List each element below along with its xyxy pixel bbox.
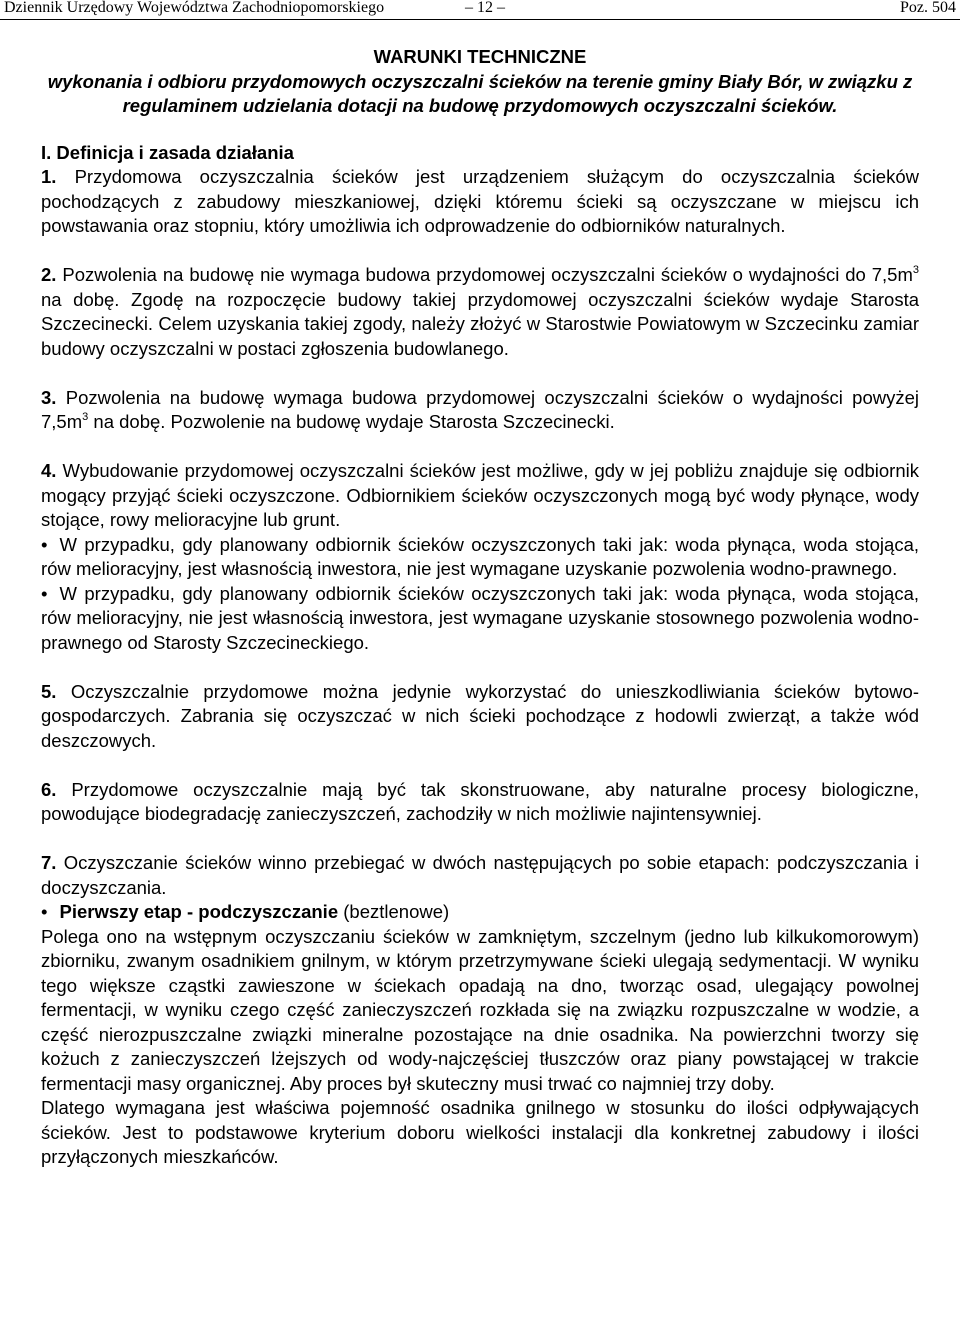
title-subtitle: wykonania i odbioru przydomowych oczyszczalni ścieków na terenie gminy Biały Bór, w związku z regulaminem udzielania dotacji na budowę przydomowych oczyszczalni ścieków.	[47, 70, 913, 116]
paragraph-text: Oczyszczalnie przydomowe można jedynie wykorzystać do unieszkodliwiania ścieków bytowo-gospodarczych. Zabrania się oczyszczać w nich ścieki pochodzące z hodowli zwierząt, a także wód deszczowych.	[41, 680, 919, 751]
document-body	[41, 45, 919, 1170]
paragraph-text: Wybudowanie przydomowej oczyszczalni ścieków jest możliwe, gdy w jej pobliżu znajduje się odbiornik mogący przyjąć ścieki oczyszczone. Odbiornikiem ścieków oczyszczonych mogą być wody płynące, wody stojące, rowy melioracyjne lub grunt.	[41, 460, 919, 530]
stage-note: (beztlenowe)	[343, 901, 450, 922]
paragraph-4	[41, 459, 919, 533]
paragraph-2	[41, 263, 919, 361]
stage-conclusion: Dlatego wymagana jest właściwa pojemność osadnika gnilnego w stosunku do ilości odpływających ścieków. Jest to podstawowe kryterium doboru wielkości instalacji dla konkretnej zabudowy i ilości przyłączonych mieszkańców.	[41, 1097, 919, 1167]
stage-description: Polega ono na wstępnym oczyszczaniu ścieków w zamkniętym, szczelnym (jedno lub kilkukomorowym) zbiorniku, zwanym osadnikiem gnilnym, w którym przetrzymywane ścieki ulegają sedymentacji. W wyniku tego większe cząstki zawieszone w ściekach opadają na dno, tworząc osad, ulegający powolnej fermentacji, w wyniku czego część zanieczyszczeń rozkłada się na związku rozpuszczalne w wodzie, a część nierozpuszczalne związki mineralne pozostające na dnie osadnika. Na powierzchni tworzy się kożuch z zanieczyszczeń lżejszych od wody-najczęściej tłuszczów oraz piany powstającej w trakcie fermentacji masy organicznej. Aby proces był skuteczny musi trwać co najmniej trzy doby.	[41, 925, 919, 1094]
bullet-item: • W przypadku, gdy planowany odbiornik ścieków oczyszczonych taki jak: woda płynąca, woda stojąca, rów melioracyjny, nie jest własnością inwestora, jest wymagane uzyskanie stosownego pozwolenia wodno-prawnego od Starosty Szczecineckiego.	[41, 582, 919, 656]
page-number: – 12 –	[465, 0, 505, 16]
paragraph-text: Pozwolenia na budowę nie wymaga budowa przydomowej oczyszczalni ścieków o wydajności do 7,5m	[62, 264, 913, 285]
bullet-item: • W przypadku, gdy planowany odbiornik ścieków oczyszczonych taki jak: woda płynąca, woda stojąca, rów melioracyjny, jest własnością inwestora, nie jest wymagane uzyskanie pozwolenia wodno-prawnego.	[41, 533, 919, 582]
paragraph-number: 7.	[41, 852, 57, 873]
paragraph-text: Przydomowe oczyszczalnie mają być tak skonstruowane, aby naturalne procesy biologiczne, powodujące biodegradację zanieczyszczeń, zachodziły w nich możliwie najintensywniej.	[41, 778, 920, 824]
paragraph-1	[41, 165, 919, 239]
paragraph-text: Pozwolenia na budowę wymaga budowa przydomowej oczyszczalni ścieków o wydajności powyżej 7,5m	[41, 386, 920, 432]
paragraph-number: 4.	[41, 460, 57, 481]
paragraph-7	[41, 851, 919, 900]
header-rule	[0, 19, 960, 20]
journal-title: Dziennik Urzędowy Województwa Zachodniopomorskiego	[4, 0, 385, 16]
paragraph-6	[41, 778, 919, 827]
paragraph-number: 6.	[41, 778, 57, 800]
paragraph-text: na dobę. Pozwolenie na budowę wydaje Starosta Szczecinecki.	[93, 411, 615, 432]
superscript: 3	[82, 411, 89, 423]
paragraph-5	[41, 680, 919, 754]
stage-label: Pierwszy etap - podczyszczanie	[59, 901, 339, 922]
paragraph-number: 2.	[41, 264, 57, 285]
paragraph-text: na dobę. Zgodę na rozpoczęcie budowy takiej przydomowej oczyszczalni ścieków wydaje Starosta Szczecinecki. Celem uzyskania takiej zgody, należy złożyć w Starostwie Powiatowym w Szczecinku zamiar budowy oczyszczalni w postaci zgłoszenia budowlanego.	[41, 288, 919, 359]
position-number: Poz. 504	[900, 0, 956, 16]
paragraph-number: 3.	[41, 386, 57, 408]
paragraph-number: 1.	[41, 166, 57, 187]
paragraph-text: Przydomowa oczyszczalnia ścieków jest urządzeniem służącym do oczyszczalnia ścieków pochodzących z zabudowy mieszkaniowej, dzięki któremu ścieki są oczyszczane w miejscu ich powstawania oraz stopniu, który umożliwia ich odprowadzenie do odbiorników naturalnych.	[41, 166, 919, 236]
superscript: 3	[912, 264, 919, 276]
page-header	[0, 0, 960, 22]
document-title	[41, 45, 919, 119]
paragraph-number: 5.	[41, 680, 57, 702]
section-heading: I. Definicja i zasada działania	[41, 141, 294, 163]
title-main: WARUNKI TECHNICZNE	[373, 46, 587, 67]
stage-heading	[41, 900, 919, 925]
paragraph-3	[41, 386, 919, 435]
paragraph-text: Oczyszczanie ścieków winno przebiegać w dwóch następujących po sobie etapach: podczyszczania i doczyszczania.	[41, 852, 920, 898]
